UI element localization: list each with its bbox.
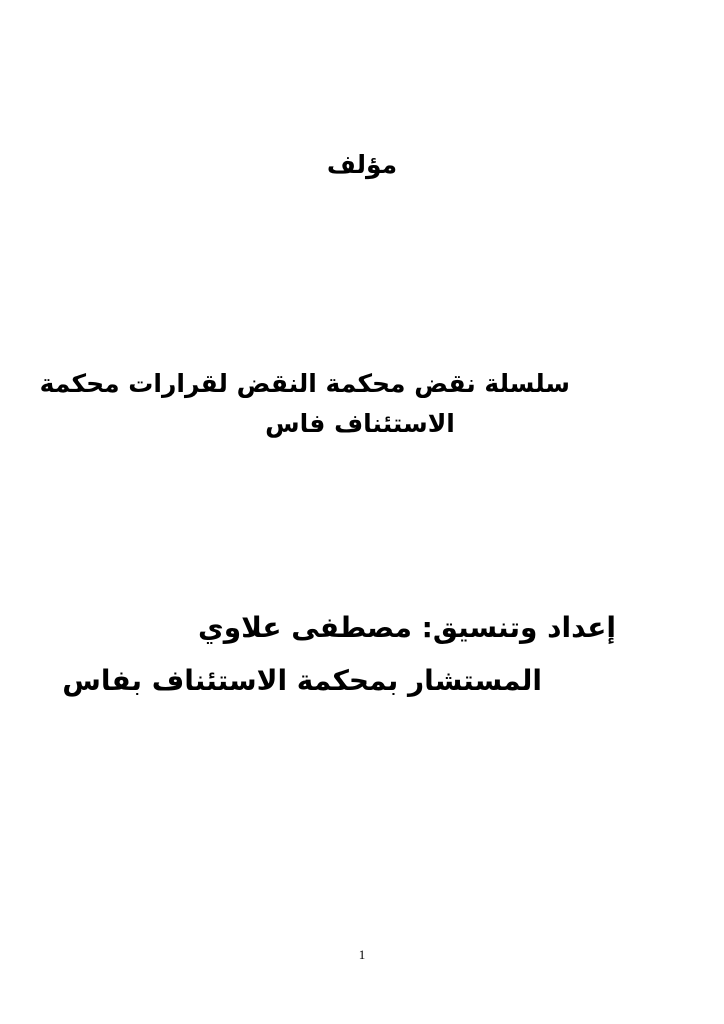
- document-type-label: مؤلف: [326, 150, 398, 179]
- document-title-line-1: سلسلة نقض محكمة النقض لقرارات محكمة: [39, 369, 570, 398]
- author-credit: إعداد وتنسيق: مصطفى علاوي: [198, 611, 616, 644]
- document-title-line-2: الاستئناف فاس: [265, 409, 455, 438]
- document-title: [39, 364, 570, 444]
- page-number: 1: [358, 947, 366, 962]
- author-position: المستشار بمحكمة الاستئناف بفاس: [62, 664, 542, 697]
